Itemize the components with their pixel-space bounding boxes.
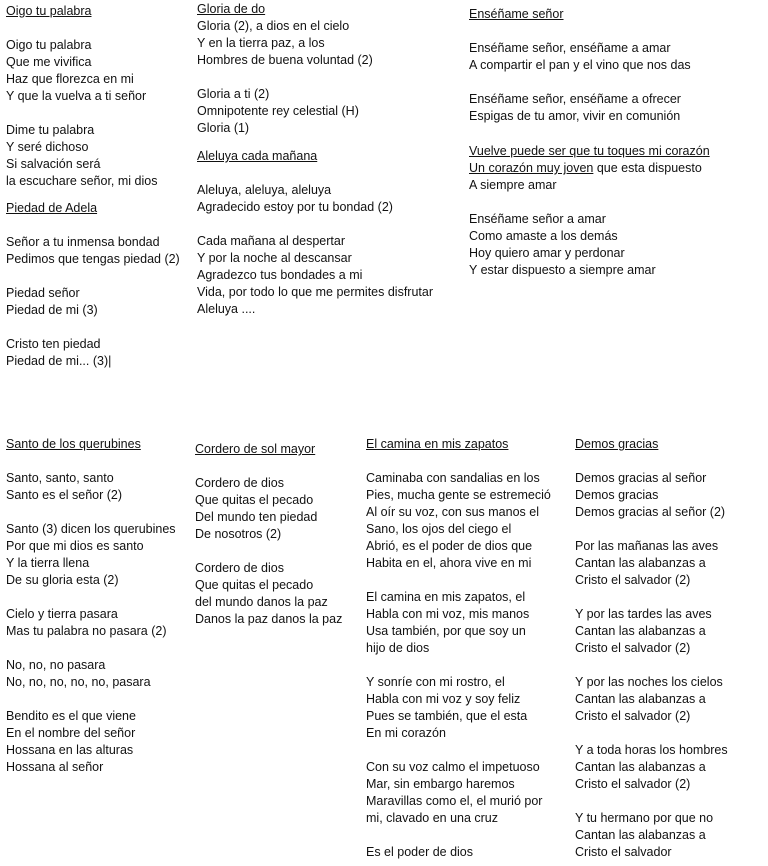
lyric-line: Y estar dispuesto a siempre amar bbox=[469, 263, 656, 277]
song-santo bbox=[6, 436, 176, 776]
lyric-line: Al oír su voz, con sus manos el bbox=[366, 505, 539, 519]
stanza-gap bbox=[575, 657, 728, 674]
lyric-line: Como amaste a los demás bbox=[469, 229, 618, 243]
stanza-gap bbox=[197, 165, 433, 182]
song-piedad bbox=[6, 200, 180, 370]
lyric-line: Y a toda horas los hombres bbox=[575, 743, 728, 757]
lyric-line: Enséñame señor, enséñame a ofrecer bbox=[469, 92, 681, 106]
lyric-line: Espigas de tu amor, vivir en comunión bbox=[469, 109, 681, 123]
lyric-line: Cristo el salvador (2) bbox=[575, 641, 691, 655]
lyric-line: De su gloria esta (2) bbox=[6, 573, 119, 587]
stanza-gap bbox=[469, 74, 691, 91]
lyric-line: Cantan las alabanzas a bbox=[575, 760, 706, 774]
lyric-line: Caminaba con sandalias en los bbox=[366, 471, 540, 485]
lyric-line: En el nombre del señor bbox=[6, 726, 136, 740]
lyric-line: Bendito es el que viene bbox=[6, 709, 136, 723]
stanza-gap bbox=[366, 572, 551, 589]
lyric-line: Y por las tardes las aves bbox=[575, 607, 712, 621]
stanza-gap bbox=[575, 793, 728, 810]
song-title: Santo de los querubines bbox=[6, 437, 141, 451]
lyric-line: mi, clavado en una cruz bbox=[366, 811, 499, 825]
song-title: Gloria de do bbox=[197, 2, 266, 16]
stanza-gap bbox=[366, 827, 551, 844]
lyric-line: Abrió, es el poder de dios que bbox=[366, 539, 533, 553]
stanza-gap bbox=[6, 319, 180, 336]
lyric-line: No, no, no, no, no, pasara bbox=[6, 675, 151, 689]
lyric-line: Cordero de dios bbox=[195, 561, 284, 575]
lyric-line: Maravillas como el, el murió por bbox=[366, 794, 543, 808]
lyric-line: Enséñame señor, enséñame a amar bbox=[469, 41, 671, 55]
stanza-gap bbox=[575, 453, 728, 470]
lyric-line: Y seré dichoso bbox=[6, 140, 89, 154]
lyric-line: Omnipotente rey celestial (H) bbox=[197, 104, 359, 118]
lyric-line: Cantan las alabanzas a bbox=[575, 692, 706, 706]
lyric-line: Que me vivifica bbox=[6, 55, 92, 69]
lyric-line: hijo de dios bbox=[366, 641, 430, 655]
lyric-line: Habita en el, ahora vive en mi bbox=[366, 556, 532, 570]
lyric-line: Con su voz calmo el impetuoso bbox=[366, 760, 540, 774]
song-title: Aleluya cada mañana bbox=[197, 149, 318, 163]
lyric-line: Habla con mi voz, mis manos bbox=[366, 607, 530, 621]
lyric-line: Pies, mucha gente se estremeció bbox=[366, 488, 551, 502]
lyric-line: Por que mi dios es santo bbox=[6, 539, 144, 553]
lyric-line: Que quitas el pecado bbox=[195, 578, 314, 592]
stanza-gap bbox=[6, 453, 176, 470]
lyric-line: Hombres de buena voluntad (2) bbox=[197, 53, 373, 67]
stanza-gap bbox=[6, 504, 176, 521]
lyric-line: Si salvación será bbox=[6, 157, 101, 171]
lyric-line: Mar, sin embargo haremos bbox=[366, 777, 515, 791]
lyric-line: Cada mañana al despertar bbox=[197, 234, 346, 248]
stanza-gap bbox=[366, 657, 551, 674]
lyric-line: Y tu hermano por que no bbox=[575, 811, 714, 825]
lyric-line: Y en la tierra paz, a los bbox=[197, 36, 325, 50]
stanza-gap bbox=[197, 69, 373, 86]
lyric-line: Cielo y tierra pasara bbox=[6, 607, 118, 621]
lyric-line: del mundo danos la paz bbox=[195, 595, 328, 609]
song-title: Enséñame señor bbox=[469, 7, 564, 21]
lyric-line: Agradezco tus bondades a mi bbox=[197, 268, 363, 282]
lyric-line: Santo, santo, santo bbox=[6, 471, 114, 485]
stanza-gap bbox=[6, 217, 180, 234]
lyric-line: Aleluya, aleluya, aleluya bbox=[197, 183, 332, 197]
song-oigo bbox=[6, 3, 157, 190]
song-demos bbox=[575, 436, 728, 861]
lyric-line: Usa también, por que soy un bbox=[366, 624, 526, 638]
lyric-line: Cristo el salvador (2) bbox=[575, 709, 691, 723]
song-camina bbox=[366, 436, 551, 861]
lyric-line: Agradecido estoy por tu bondad (2) bbox=[197, 200, 393, 214]
lyric-line: Que quitas el pecado bbox=[195, 493, 314, 507]
stanza-gap bbox=[6, 589, 176, 606]
stanza-gap bbox=[469, 194, 710, 211]
lyric-line: Enséñame señor a amar bbox=[469, 212, 606, 226]
lyric-line: Cantan las alabanzas a bbox=[575, 624, 706, 638]
stanza-gap bbox=[197, 216, 433, 233]
lyric-line: Aleluya .... bbox=[197, 302, 256, 316]
lyric-line: No, no, no pasara bbox=[6, 658, 106, 672]
song-title: Cordero de sol mayor bbox=[195, 442, 316, 456]
lyric-line: Y la tierra llena bbox=[6, 556, 90, 570]
lyric-line: El camina en mis zapatos, el bbox=[366, 590, 526, 604]
lyric-line: Demos gracias al señor (2) bbox=[575, 505, 726, 519]
lyric-line: Pedimos que tengas piedad (2) bbox=[6, 252, 180, 266]
lyric-line: Piedad de mi... (3)| bbox=[6, 354, 112, 368]
lyric-line: Pues se también, que el esta bbox=[366, 709, 528, 723]
song-title: Piedad de Adela bbox=[6, 201, 98, 215]
song-title: Vuelve puede ser que tu toques mi corazón bbox=[469, 144, 710, 158]
lyric-line: la escuchare señor, mi dios bbox=[6, 174, 158, 188]
lyric-line: Cordero de dios bbox=[195, 476, 284, 490]
lyric-line: Hossana al señor bbox=[6, 760, 104, 774]
stanza-gap bbox=[575, 725, 728, 742]
lyric-line: Es el poder de dios bbox=[366, 845, 474, 859]
song-title-part2-rest: que esta dispuesto bbox=[593, 161, 702, 175]
lyric-line: Cristo el salvador (2) bbox=[575, 573, 691, 587]
song-title-part2: Un corazón muy joven bbox=[469, 161, 594, 175]
song-vuelve bbox=[469, 143, 710, 279]
song-cordero bbox=[195, 441, 342, 628]
lyric-line: A siempre amar bbox=[469, 178, 557, 192]
song-title: Oigo tu palabra bbox=[6, 4, 92, 18]
lyric-line: Cristo el salvador bbox=[575, 845, 672, 859]
stanza-gap bbox=[575, 521, 728, 538]
lyric-line: Y por las noches los cielos bbox=[575, 675, 723, 689]
lyric-line: Señor a tu inmensa bondad bbox=[6, 235, 160, 249]
stanza-gap bbox=[6, 105, 157, 122]
stanza-gap bbox=[195, 458, 342, 475]
stanza-gap bbox=[6, 268, 180, 285]
lyric-line: Y sonríe con mi rostro, el bbox=[366, 675, 505, 689]
lyric-line: Hoy quiero amar y perdonar bbox=[469, 246, 625, 260]
lyric-line: Santo (3) dicen los querubines bbox=[6, 522, 176, 536]
lyric-line: Vida, por todo lo que me permites disfrutar bbox=[197, 285, 434, 299]
stanza-gap bbox=[6, 20, 157, 37]
lyric-line: Y por la noche al descansar bbox=[197, 251, 352, 265]
song-aleluya bbox=[197, 148, 433, 318]
lyric-line: Demos gracias bbox=[575, 488, 659, 502]
lyric-line: Sano, los ojos del ciego el bbox=[366, 522, 512, 536]
song-gloria bbox=[197, 1, 373, 137]
song-title: El camina en mis zapatos bbox=[366, 437, 509, 451]
lyric-line: Hossana en las alturas bbox=[6, 743, 134, 757]
lyric-line: Cristo el salvador (2) bbox=[575, 777, 691, 791]
lyric-line: Piedad señor bbox=[6, 286, 80, 300]
lyric-line: De nosotros (2) bbox=[195, 527, 282, 541]
lyric-line: Del mundo ten piedad bbox=[195, 510, 318, 524]
stanza-gap bbox=[6, 640, 176, 657]
song-ensename bbox=[469, 6, 691, 125]
song-title: Demos gracias bbox=[575, 437, 659, 451]
lyric-line: Habla con mi voz y soy feliz bbox=[366, 692, 521, 706]
lyric-line: Gloria a ti (2) bbox=[197, 87, 270, 101]
lyric-line: Piedad de mi (3) bbox=[6, 303, 98, 317]
lyric-line: Haz que florezca en mi bbox=[6, 72, 134, 86]
song-lines bbox=[469, 177, 710, 279]
lyric-line: Cristo ten piedad bbox=[6, 337, 101, 351]
lyric-line: Santo es el señor (2) bbox=[6, 488, 123, 502]
lyric-line: Oigo tu palabra bbox=[6, 38, 92, 52]
lyric-line: Cantan las alabanzas a bbox=[575, 556, 706, 570]
stanza-gap bbox=[195, 543, 342, 560]
lyric-line: A compartir el pan y el vino que nos das bbox=[469, 58, 691, 72]
stanza-gap bbox=[469, 23, 691, 40]
lyric-line: En mi corazón bbox=[366, 726, 446, 740]
lyric-line: Por las mañanas las aves bbox=[575, 539, 719, 553]
lyric-line: Gloria (2), a dios en el cielo bbox=[197, 19, 350, 33]
lyric-line: Danos la paz danos la paz bbox=[195, 612, 343, 626]
stanza-gap bbox=[366, 453, 551, 470]
lyric-line: Demos gracias al señor bbox=[575, 471, 707, 485]
lyric-line: Dime tu palabra bbox=[6, 123, 95, 137]
lyric-line: Y que la vuelva a ti señor bbox=[6, 89, 147, 103]
stanza-gap bbox=[366, 742, 551, 759]
lyric-line: Cantan las alabanzas a bbox=[575, 828, 706, 842]
lyric-line: Mas tu palabra no pasara (2) bbox=[6, 624, 167, 638]
stanza-gap bbox=[575, 589, 728, 606]
lyric-line: Gloria (1) bbox=[197, 121, 250, 135]
stanza-gap bbox=[6, 691, 176, 708]
